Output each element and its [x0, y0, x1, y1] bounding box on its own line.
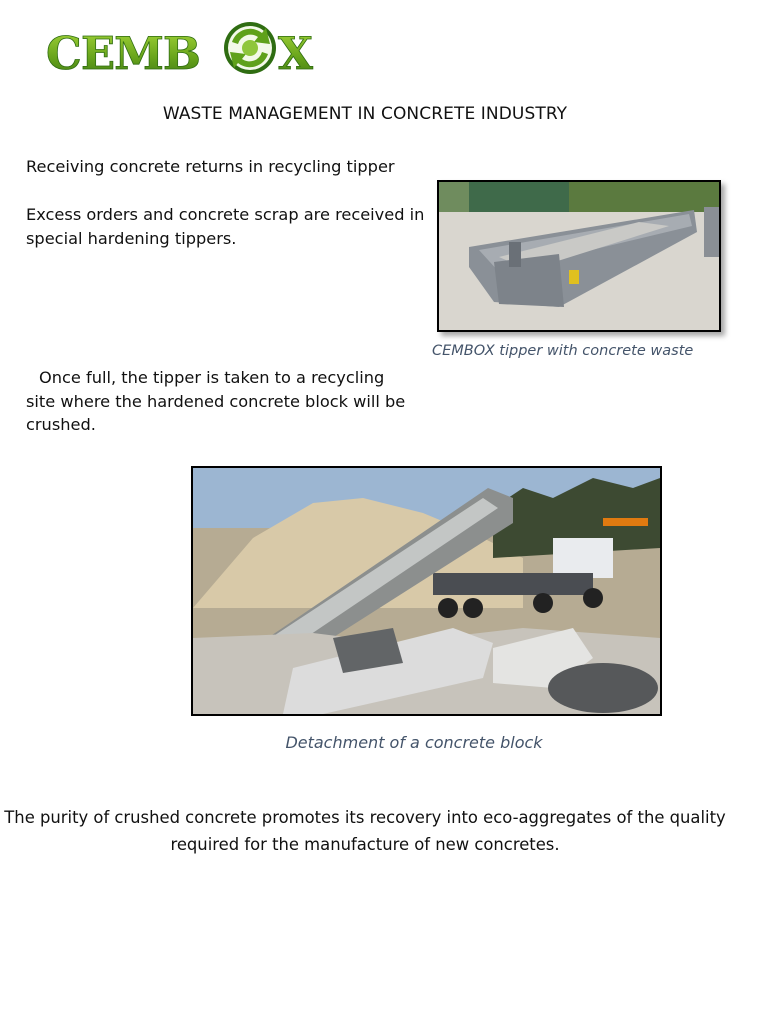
paragraph-receiving: Receiving concrete returns in recycling tipper — [26, 157, 395, 176]
svg-text:X: X — [278, 27, 313, 76]
svg-text:CEMB: CEMB — [46, 27, 200, 76]
page-title: WASTE MANAGEMENT IN CONCRETE INDUSTRY — [162, 104, 568, 124]
tipper-caption: CEMBOX tipper with concrete waste — [432, 343, 694, 359]
paragraph-once-full: Once full, the tipper is taken to a recycling site where the hardened concrete block will be crushed. — [26, 368, 406, 434]
tipper-photo — [437, 180, 721, 332]
detachment-photo — [191, 466, 662, 716]
recycle-globe-icon — [224, 22, 276, 74]
detachment-caption: Detachment of a concrete block — [285, 733, 543, 752]
paragraph-excess-orders: Excess orders and concrete scrap are received in special hardening tippers. — [26, 205, 425, 248]
cembox-logo — [46, 22, 328, 76]
paragraph-purity: The purity of crushed concrete promotes its recovery into eco-aggregates of the quality required for the manufacture of new concretes. — [4, 808, 726, 854]
